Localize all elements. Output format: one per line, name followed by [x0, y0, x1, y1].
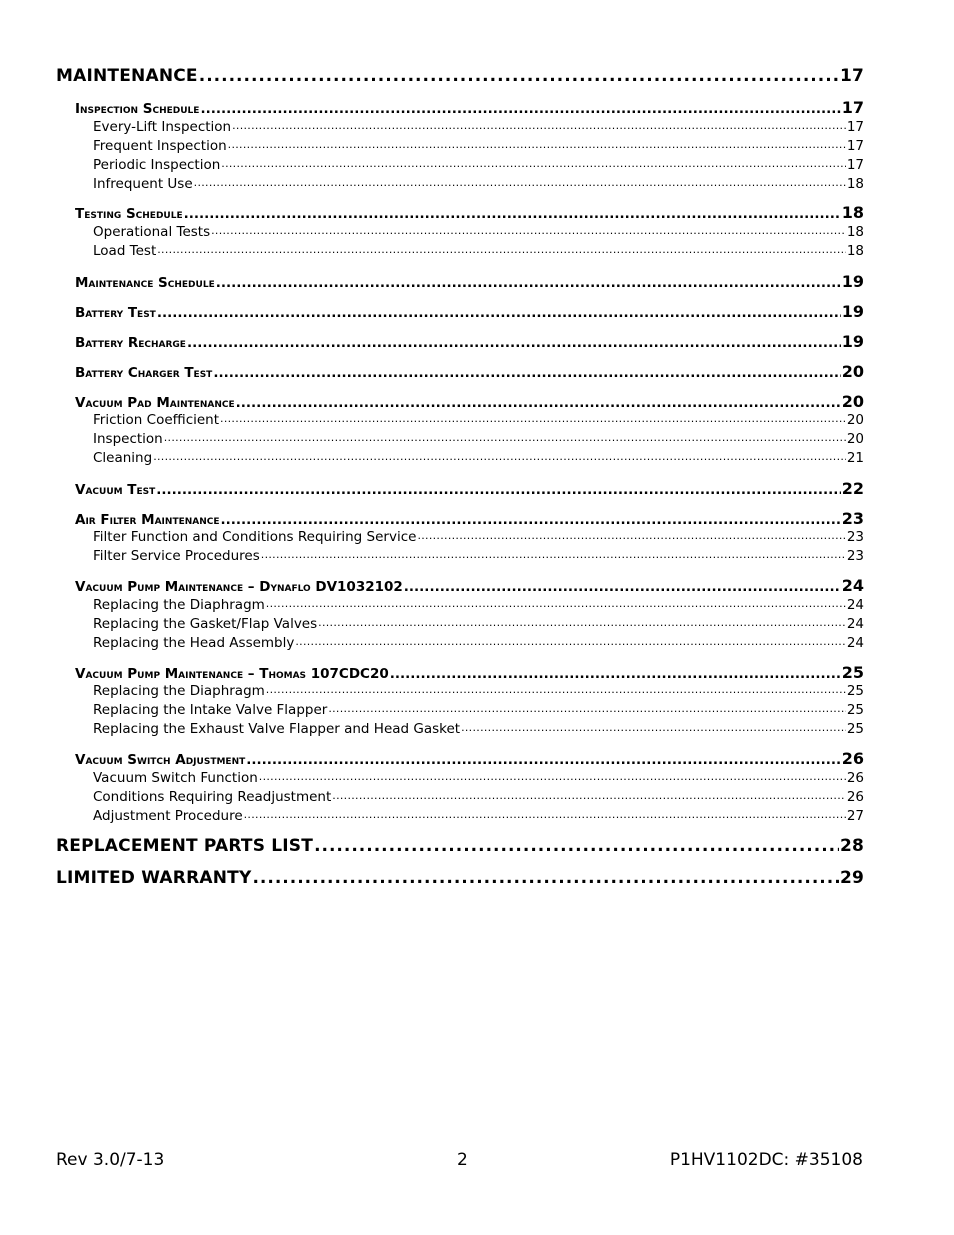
toc-entry-title: Battery Charger Test	[75, 365, 213, 381]
toc-dot-leader	[232, 119, 846, 135]
toc-entry-title: Vacuum Switch Adjustment	[75, 752, 246, 768]
toc-entry-title: Battery Test	[75, 305, 156, 321]
toc-entry-page: 17	[846, 157, 864, 173]
toc-entry-level2	[75, 272, 864, 291]
toc-entry-title: Infrequent Use	[93, 176, 193, 192]
toc-dot-leader	[266, 683, 846, 699]
toc-entry-page: 22	[841, 479, 864, 498]
toc-entry-level3	[93, 243, 864, 259]
toc-entry-page: 24	[841, 576, 864, 595]
toc-entry-level3	[93, 635, 864, 651]
toc-entry-title: Inspection Schedule	[75, 101, 200, 117]
toc-entry-title: Replacing the Gasket/Flap Valves	[93, 616, 318, 632]
toc-entry-level2	[75, 509, 864, 528]
toc-entry-page: 26	[841, 749, 864, 768]
toc-entry-title: Friction Coefficient	[93, 412, 220, 428]
toc-entry-level3	[93, 138, 864, 154]
toc-entry-title: LIMITED WARRANTY	[56, 868, 252, 888]
toc-entry-level3	[93, 119, 864, 135]
toc-entry-title: Maintenance Schedule	[75, 275, 215, 291]
toc-entry-level2	[75, 98, 864, 117]
toc-entry-level3	[93, 683, 864, 699]
toc-entry-title: Replacing the Diaphragm	[93, 597, 265, 613]
toc-dot-leader	[184, 206, 841, 222]
toc-dot-leader	[259, 770, 846, 786]
toc-entry-page: 19	[841, 302, 864, 321]
toc-entry-level1	[56, 868, 864, 888]
toc-dot-leader	[213, 365, 840, 381]
toc-entry-title: Replacing the Intake Valve Flapper	[93, 702, 328, 718]
toc-entry-page: 25	[846, 702, 864, 718]
toc-entry-page: 18	[841, 203, 864, 222]
footer-revision: Rev 3.0/7-13	[56, 1150, 165, 1170]
toc-entry-level3	[93, 808, 864, 824]
toc-entry-page: 26	[846, 770, 864, 786]
toc-entry-level2	[75, 302, 864, 321]
toc-entry-level3	[93, 616, 864, 632]
toc-entry-level3	[93, 224, 864, 240]
toc-entry-page: 23	[846, 548, 864, 564]
toc-entry-page: 18	[846, 243, 864, 259]
toc-dot-leader	[314, 836, 839, 856]
toc-dot-leader	[221, 157, 846, 173]
toc-dot-leader	[221, 512, 841, 528]
toc-entry-level3	[93, 597, 864, 613]
footer-page-number: 2	[457, 1150, 468, 1170]
toc-entry-page: 24	[846, 597, 864, 613]
toc-dot-leader	[266, 597, 846, 613]
toc-entry-level3	[93, 412, 864, 428]
toc-entry-page: 18	[846, 224, 864, 240]
toc-dot-leader	[157, 305, 841, 321]
toc-entry-page: 25	[846, 721, 864, 737]
toc-entry-level3	[93, 431, 864, 447]
toc-entry-title: Every-Lift Inspection	[93, 119, 232, 135]
toc-entry-page: 24	[846, 635, 864, 651]
toc-dot-leader	[228, 138, 846, 154]
toc-dot-leader	[211, 224, 846, 240]
toc-entry-title: Battery Recharge	[75, 335, 186, 351]
toc-dot-leader	[216, 275, 841, 291]
toc-dot-leader	[295, 635, 845, 651]
toc-entry-level2	[75, 576, 864, 595]
toc-entry-level3	[93, 702, 864, 718]
toc-entry-title: Filter Service Procedures	[93, 548, 260, 564]
toc-entry-title: Replacing the Diaphragm	[93, 683, 265, 699]
toc-entry-title: Periodic Inspection	[93, 157, 221, 173]
toc-dot-leader	[153, 450, 846, 466]
toc-entry-level3	[93, 529, 864, 545]
toc-entry-page: 29	[839, 868, 864, 888]
toc-entry-page: 20	[846, 412, 864, 428]
toc-entry-level2	[75, 362, 864, 381]
toc-entry-page: 25	[841, 663, 864, 682]
toc-entry-level1	[56, 66, 864, 86]
toc-entry-title: Vacuum Pump Maintenance – Thomas 107CDC20	[75, 666, 389, 682]
toc-entry-page: 19	[841, 332, 864, 351]
toc-dot-leader	[220, 412, 846, 428]
toc-entry-page: 21	[846, 450, 864, 466]
toc-entry-title: Frequent Inspection	[93, 138, 227, 154]
toc-entry-page: 20	[846, 431, 864, 447]
toc-dot-leader	[157, 243, 846, 259]
toc-entry-page: 17	[846, 119, 864, 135]
toc-entry-level3	[93, 157, 864, 173]
toc-entry-title: Vacuum Switch Function	[93, 770, 258, 786]
toc-entry-page: 27	[846, 808, 864, 824]
toc-entry-page: 20	[841, 392, 864, 411]
toc-entry-title: Testing Schedule	[75, 206, 183, 222]
toc-dot-leader	[390, 666, 841, 682]
toc-entry-page: 20	[841, 362, 864, 381]
toc-entry-level1	[56, 836, 864, 856]
toc-entry-page: 24	[846, 616, 864, 632]
toc-entry-level2	[75, 479, 864, 498]
toc-dot-leader	[164, 431, 846, 447]
toc-entry-level3	[93, 721, 864, 737]
toc-entry-level3	[93, 450, 864, 466]
toc-entry-page: 17	[846, 138, 864, 154]
toc-dot-leader	[200, 101, 840, 117]
toc-entry-title: MAINTENANCE	[56, 66, 198, 86]
toc-entry-title: Air Filter Maintenance	[75, 512, 220, 528]
toc-entry-page: 18	[846, 176, 864, 192]
toc-entry-page: 17	[841, 98, 864, 117]
toc-dot-leader	[194, 176, 846, 192]
toc-entry-page: 26	[846, 789, 864, 805]
toc-entry-title: Conditions Requiring Readjustment	[93, 789, 332, 805]
toc-dot-leader	[328, 702, 845, 718]
toc-entry-title: Vacuum Pump Maintenance – Dynaflo DV1032102	[75, 579, 403, 595]
footer-document-id: P1HV1102DC: #35108	[669, 1150, 863, 1170]
toc-entry-title: Load Test	[93, 243, 157, 259]
toc-entry-page: 25	[846, 683, 864, 699]
toc-entry-level2	[75, 203, 864, 222]
toc-dot-leader	[252, 868, 838, 888]
toc-entry-title: Adjustment Procedure	[93, 808, 243, 824]
toc-entry-level2	[75, 749, 864, 768]
toc-dot-leader	[332, 789, 846, 805]
toc-dot-leader	[246, 752, 840, 768]
toc-entry-page: 17	[839, 66, 864, 86]
toc-entry-title: Cleaning	[93, 450, 153, 466]
toc-dot-leader	[318, 616, 846, 632]
toc-entry-page: 23	[841, 509, 864, 528]
toc-dot-leader	[156, 482, 840, 498]
toc-entry-title: Vacuum Test	[75, 482, 156, 498]
toc-entry-title: Replacing the Head Assembly	[93, 635, 295, 651]
toc-entry-level2	[75, 663, 864, 682]
toc-entry-title: Filter Function and Conditions Requiring Service	[93, 529, 417, 545]
toc-entry-title: Replacing the Exhaust Valve Flapper and Head Gasket	[93, 721, 461, 737]
toc-dot-leader	[461, 721, 846, 737]
toc-entry-level2	[75, 392, 864, 411]
toc-dot-leader	[244, 808, 846, 824]
toc-dot-leader	[404, 579, 841, 595]
toc-entry-title: Operational Tests	[93, 224, 211, 240]
toc-entry-level3	[93, 789, 864, 805]
toc-entry-title: Vacuum Pad Maintenance	[75, 395, 235, 411]
toc-entry-level3	[93, 548, 864, 564]
toc-entry-level3	[93, 176, 864, 192]
toc-dot-leader	[261, 548, 846, 564]
toc-entry-level3	[93, 770, 864, 786]
toc-dot-leader	[236, 395, 841, 411]
toc-entry-page: 23	[846, 529, 864, 545]
toc-entry-title: Inspection	[93, 431, 163, 447]
toc-entry-page: 19	[841, 272, 864, 291]
toc-dot-leader	[199, 66, 839, 86]
toc-dot-leader	[187, 335, 841, 351]
toc-entry-title: REPLACEMENT PARTS LIST	[56, 836, 314, 856]
toc-entry-level2	[75, 332, 864, 351]
toc-dot-leader	[417, 529, 845, 545]
toc-entry-page: 28	[839, 836, 864, 856]
